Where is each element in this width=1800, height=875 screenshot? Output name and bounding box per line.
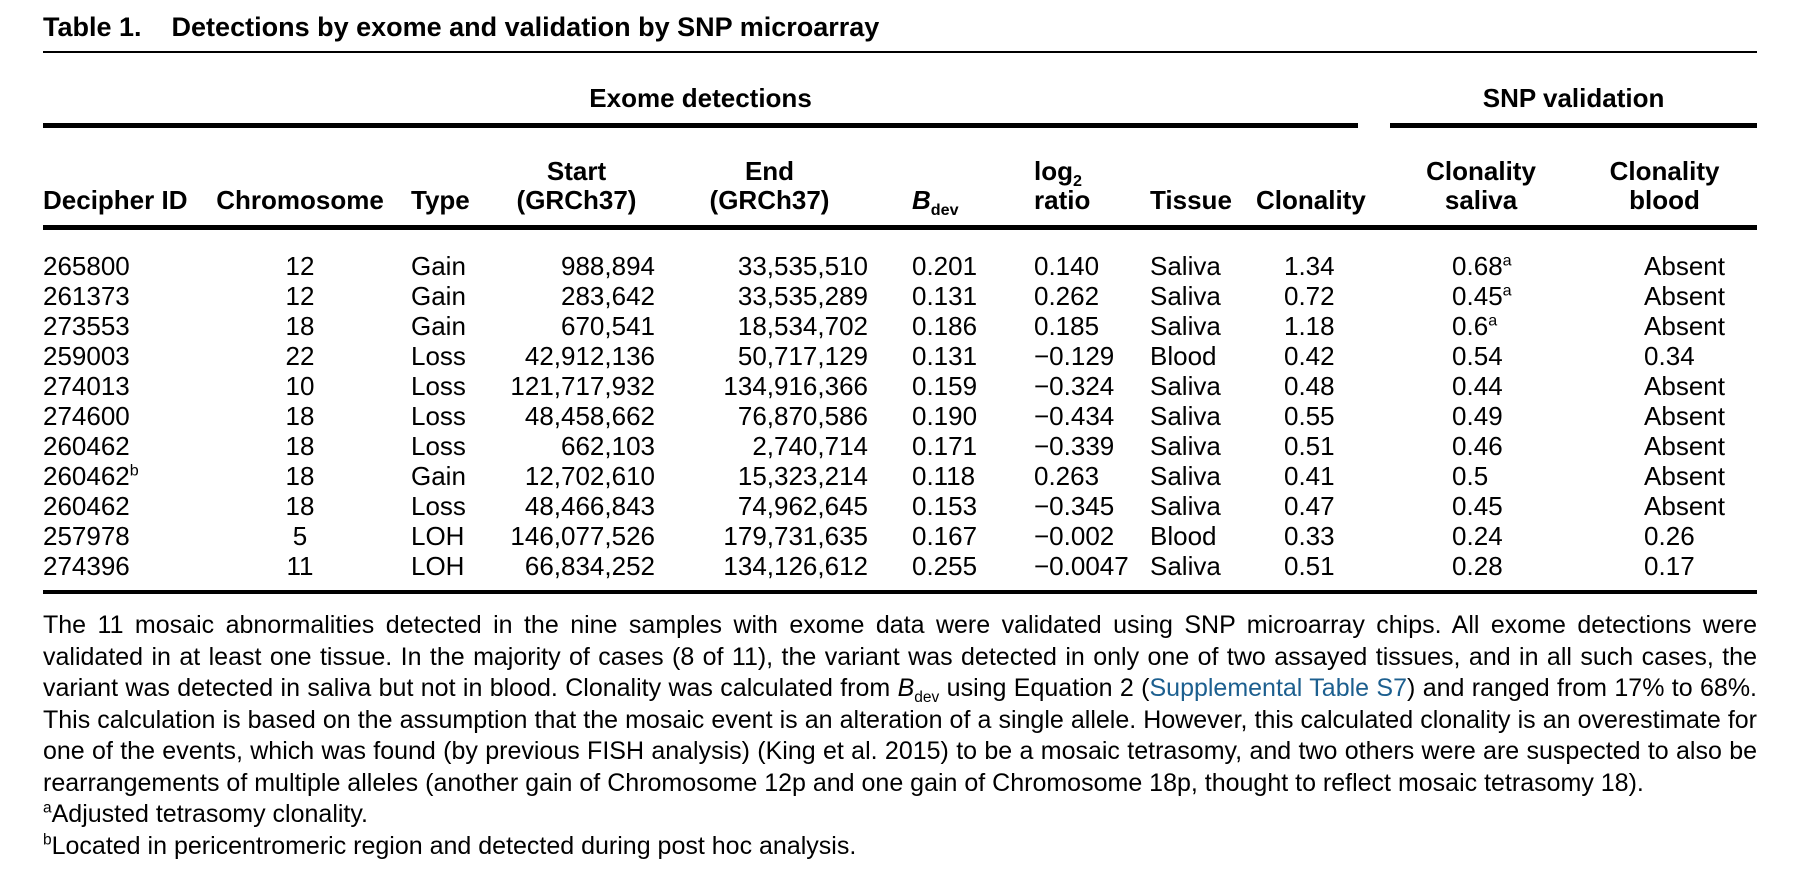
- table-cell: 0.190: [912, 401, 978, 431]
- table-cell: 179,731,635: [723, 521, 868, 551]
- table-cell: 0.45$^a$: [1452, 281, 1512, 311]
- table-row: [43, 228, 1757, 282]
- col-header-clonality-saliva: [1390, 126, 1572, 228]
- table-cell: 260462: [43, 431, 130, 461]
- log-subscript: 2: [1073, 172, 1082, 191]
- table-cell: 0.47: [1284, 491, 1335, 521]
- table-cell: 274013: [43, 371, 130, 401]
- col-header-end-line2: (GRCh37): [709, 185, 830, 215]
- table-cell: Gain: [411, 251, 466, 281]
- table-cell: Saliva: [1150, 251, 1221, 281]
- footnote-a-marker: a: [43, 799, 52, 817]
- table-cell: 0.24: [1452, 521, 1503, 551]
- table-cell: 0.118: [912, 461, 976, 491]
- table-cell: 260462$^b$: [43, 461, 139, 491]
- table-cell: 76,870,586: [737, 401, 868, 431]
- table-cell: −0.434: [1034, 401, 1115, 431]
- table-row: [43, 551, 1757, 592]
- table-cell: 988,894: [561, 251, 655, 281]
- table-cell: 146,077,526: [510, 521, 655, 551]
- table-cell: 134,916,366: [723, 371, 868, 401]
- table-cell: Saliva: [1150, 491, 1221, 521]
- col-header-tissue: Tissue: [1112, 126, 1256, 228]
- column-header-row: [43, 126, 1757, 228]
- col-header-bdev: [876, 126, 1026, 228]
- table-cell: 18: [285, 491, 315, 521]
- table-cell: 33,535,510: [737, 251, 868, 281]
- table-cell: 0.72: [1284, 281, 1335, 311]
- group-header-exome: [43, 53, 1358, 126]
- table-cell: 0.185: [1034, 311, 1100, 341]
- table-cell: Saliva: [1150, 401, 1221, 431]
- table-cell: 0.167: [912, 521, 978, 551]
- cell-superscript: a: [1502, 281, 1512, 300]
- table-cell: 74,962,645: [737, 491, 868, 521]
- group-header-row: [43, 53, 1757, 126]
- table-cell: 257978: [43, 521, 130, 551]
- col-header-end: [663, 126, 876, 228]
- table-cell: 274396: [43, 551, 205, 592]
- table-cell: 18: [285, 311, 315, 341]
- table-cell: 0.54: [1452, 341, 1503, 371]
- group-label-exome: Exome detections: [589, 83, 812, 113]
- note-text-3: ) and ranged from 17% to 68%. This calculation is based on the assumption that the mosaic event is an alteration of a single allele. However, this calculated clonality is an overestimate for one of the events, which was found (by previous FISH analysis) (King et al. 2015) to be a mosaic tetrasomy, and two others were are suspected to also be rearrangements of multiple alleles (another gain of Chromosome 12p and one gain of Chromosome 18p, thought to reflect mosaic tetrasomy 18).: [43, 674, 1757, 797]
- table-cell: 0.42: [1284, 341, 1335, 371]
- table-cell: 260462: [43, 491, 130, 521]
- clonality-saliva-line1: Clonality: [1426, 156, 1536, 186]
- table-cell: 0.33: [1284, 521, 1335, 551]
- table-cell: Blood: [1150, 341, 1217, 371]
- table-cell: 0.201: [912, 251, 978, 281]
- col-header-log2-ratio: [1026, 126, 1112, 228]
- column-gap: [1358, 431, 1390, 461]
- table-body: [43, 228, 1757, 593]
- table-cell: LOH: [411, 521, 465, 551]
- table-cell: 0.28: [1390, 551, 1572, 592]
- group-label-snp: SNP validation: [1482, 83, 1665, 113]
- table-cell: 0.46: [1452, 431, 1503, 461]
- table-cell: 0.186: [912, 311, 978, 341]
- table-cell: Gain: [411, 311, 466, 341]
- table-caption: Detections by exome and validation by SNP microarray: [171, 12, 880, 42]
- table-cell: 0.5: [1452, 461, 1489, 491]
- table-cell: 33,535,289: [737, 281, 868, 311]
- table-cell: 662,103: [561, 431, 655, 461]
- col-header-end-line1: End: [744, 156, 795, 186]
- table-cell: 0.131: [912, 281, 978, 311]
- table-cell: −0.324: [1034, 371, 1115, 401]
- group-header-snp: [1390, 53, 1757, 126]
- table-row: [43, 521, 1757, 551]
- column-gap: [1358, 371, 1390, 401]
- clonality-blood-line2: blood: [1629, 185, 1700, 215]
- supplemental-table-link[interactable]: Supplemental Table S7: [1149, 674, 1408, 702]
- bdev-subscript: dev: [930, 201, 959, 220]
- table-cell: 0.49: [1452, 401, 1503, 431]
- note-text-1: The 11 mosaic abnormalities detected in the nine samples with exome data were validated using SNP microarray chips. All exome detections were validated in at least one tissue. In the majority of cases (8 of 11), the variant was detected in only one of two assayed tissues, and in all such cases, the variant was detected in saliva but not in blood. Clonality was calculated from: [43, 611, 1757, 702]
- table-cell: 12: [285, 281, 315, 311]
- table-cell: 0.153: [912, 491, 978, 521]
- table-cell: 48,458,662: [524, 401, 655, 431]
- table-cell: Loss: [411, 401, 466, 431]
- table-row: [43, 311, 1757, 341]
- table-cell: Loss: [411, 371, 466, 401]
- table-cell: 18,534,702: [737, 311, 868, 341]
- table-cell: Absent: [1644, 401, 1725, 431]
- table-cell: Absent: [1644, 311, 1725, 341]
- table-cell: 0.262: [1034, 281, 1100, 311]
- table-head: [43, 53, 1757, 228]
- table-cell: 0.159: [912, 371, 978, 401]
- table-cell: 670,541: [561, 311, 655, 341]
- table-cell: 273553: [43, 311, 130, 341]
- table-cell: 261373: [43, 281, 130, 311]
- table-cell: 18: [285, 431, 315, 461]
- table-cell: Saliva: [1150, 281, 1221, 311]
- table-row: [43, 461, 1757, 491]
- table-cell: 12: [285, 251, 315, 281]
- table-cell: Gain: [411, 461, 466, 491]
- table-cell: 18: [285, 461, 315, 491]
- col-header-clonality: Clonality: [1256, 126, 1358, 228]
- column-gap: [1358, 281, 1390, 311]
- table-cell: 0.171: [912, 431, 978, 461]
- column-gap: [1358, 521, 1390, 551]
- table-cell: Gain: [411, 281, 466, 311]
- table-cell: 0.48: [1284, 371, 1335, 401]
- table-row: [43, 371, 1757, 401]
- clonality-blood-line1: Clonality: [1609, 156, 1720, 186]
- table-cell: Loss: [411, 491, 466, 521]
- col-header-clonality-blood: [1572, 126, 1757, 228]
- table-cell: Absent: [1644, 431, 1725, 461]
- table-title: [43, 12, 1757, 53]
- table-cell: −0.339: [1034, 431, 1115, 461]
- column-gap: [1358, 461, 1390, 491]
- table-cell: −0.0047: [1026, 551, 1112, 592]
- table-cell: 5: [292, 521, 308, 551]
- col-header-type: Type: [395, 126, 490, 228]
- col-header-start: [490, 126, 663, 228]
- table-cell: 10: [285, 371, 315, 401]
- table-cell: LOH: [395, 551, 490, 592]
- column-gap: [1358, 228, 1390, 282]
- table-row: [43, 341, 1757, 371]
- table-cell: 15,323,214: [737, 461, 868, 491]
- note-text-2: using Equation 2 (: [939, 674, 1150, 702]
- column-gap: [1358, 311, 1390, 341]
- table-cell: 66,834,252: [490, 551, 663, 592]
- table-cell: 0.263: [1034, 461, 1100, 491]
- ratio-label: ratio: [1034, 185, 1091, 215]
- col-header-decipher-id: Decipher ID: [43, 126, 205, 228]
- table-cell: 12,702,610: [524, 461, 655, 491]
- cell-superscript: a: [1502, 251, 1512, 270]
- table-cell: 0.68$^a$: [1452, 251, 1512, 281]
- table-cell: 0.45: [1452, 491, 1503, 521]
- table-cell: 1.34: [1284, 251, 1335, 281]
- table-cell: Absent: [1644, 371, 1725, 401]
- table-cell: Saliva: [1150, 461, 1221, 491]
- table-cell: Saliva: [1150, 311, 1221, 341]
- table-cell: 134,126,612: [663, 551, 876, 592]
- table-cell: 48,466,843: [524, 491, 655, 521]
- table-cell: 18: [285, 401, 315, 431]
- table-cell: 0.41: [1284, 461, 1335, 491]
- column-gap: [1358, 401, 1390, 431]
- table-cell: 0.26: [1644, 521, 1695, 551]
- table-cell: Loss: [411, 341, 466, 371]
- table-cell: 0.51: [1284, 431, 1335, 461]
- table-cell: Absent: [1644, 281, 1725, 311]
- table-cell: 42,912,136: [524, 341, 655, 371]
- table-cell: 0.34: [1644, 341, 1695, 371]
- cell-superscript: a: [1488, 311, 1498, 330]
- table-row: [43, 431, 1757, 461]
- table-cell: Loss: [411, 431, 466, 461]
- table-cell: 50,717,129: [737, 341, 868, 371]
- table-number: Table 1.: [43, 12, 142, 42]
- column-gap: [1358, 551, 1390, 592]
- table-cell: 0.140: [1034, 251, 1100, 281]
- table-cell: −0.345: [1034, 491, 1115, 521]
- table-row: [43, 491, 1757, 521]
- log-symbol: log: [1034, 156, 1073, 186]
- cell-superscript: b: [129, 461, 139, 480]
- col-header-chromosome: Chromosome: [205, 126, 395, 228]
- table-cell: 1.18: [1284, 311, 1335, 341]
- col-header-start-line2: (GRCh37): [516, 185, 637, 215]
- bdev-symbol: B: [912, 185, 931, 215]
- table-cell: Saliva: [1150, 431, 1221, 461]
- column-gap: [1358, 491, 1390, 521]
- table-cell: 2,740,714: [752, 431, 868, 461]
- table-cell: Absent: [1644, 461, 1725, 491]
- table-cell: 0.55: [1284, 401, 1335, 431]
- group-gap: [1358, 53, 1390, 126]
- table-cell: Saliva: [1112, 551, 1256, 592]
- table-cell: 0.6$^a$: [1452, 311, 1498, 341]
- data-table: [43, 53, 1757, 594]
- table-cell: 259003: [43, 341, 130, 371]
- table-row: [43, 281, 1757, 311]
- footnote-b-marker: b: [43, 831, 52, 849]
- table-cell: 22: [285, 341, 315, 371]
- footnote-b-text: Located in pericentromeric region and detected during post hoc analysis.: [51, 831, 857, 860]
- table-cell: 0.51: [1256, 551, 1358, 592]
- table-cell: Absent: [1644, 491, 1725, 521]
- footnote-a-text: Adjusted tetrasomy clonality.: [51, 800, 368, 828]
- col-header-start-line1: Start: [546, 156, 607, 186]
- table-cell: 11: [205, 551, 395, 592]
- clonality-saliva-line2: saliva: [1444, 185, 1518, 215]
- bdev-symbol: B: [897, 674, 915, 702]
- table-cell: −0.129: [1034, 341, 1115, 371]
- table-cell: Absent: [1644, 251, 1725, 281]
- column-gap: [1358, 341, 1390, 371]
- table-cell: 265800: [43, 251, 130, 281]
- table-cell: 283,642: [561, 281, 655, 311]
- footnote-b: [43, 831, 1757, 863]
- table-cell: 0.44: [1452, 371, 1503, 401]
- table-cell: 0.17: [1572, 551, 1757, 592]
- table-cell: −0.002: [1034, 521, 1115, 551]
- table-row: [43, 401, 1757, 431]
- table-cell: Blood: [1150, 521, 1217, 551]
- table-cell: 0.131: [912, 341, 978, 371]
- table-note: [43, 610, 1757, 799]
- table-cell: 121,717,932: [510, 371, 655, 401]
- footnote-a: [43, 799, 1757, 831]
- table-cell: 274600: [43, 401, 130, 431]
- table-cell: 0.255: [876, 551, 1026, 592]
- bdev-subscript: dev: [914, 689, 940, 706]
- table-cell: Saliva: [1150, 371, 1221, 401]
